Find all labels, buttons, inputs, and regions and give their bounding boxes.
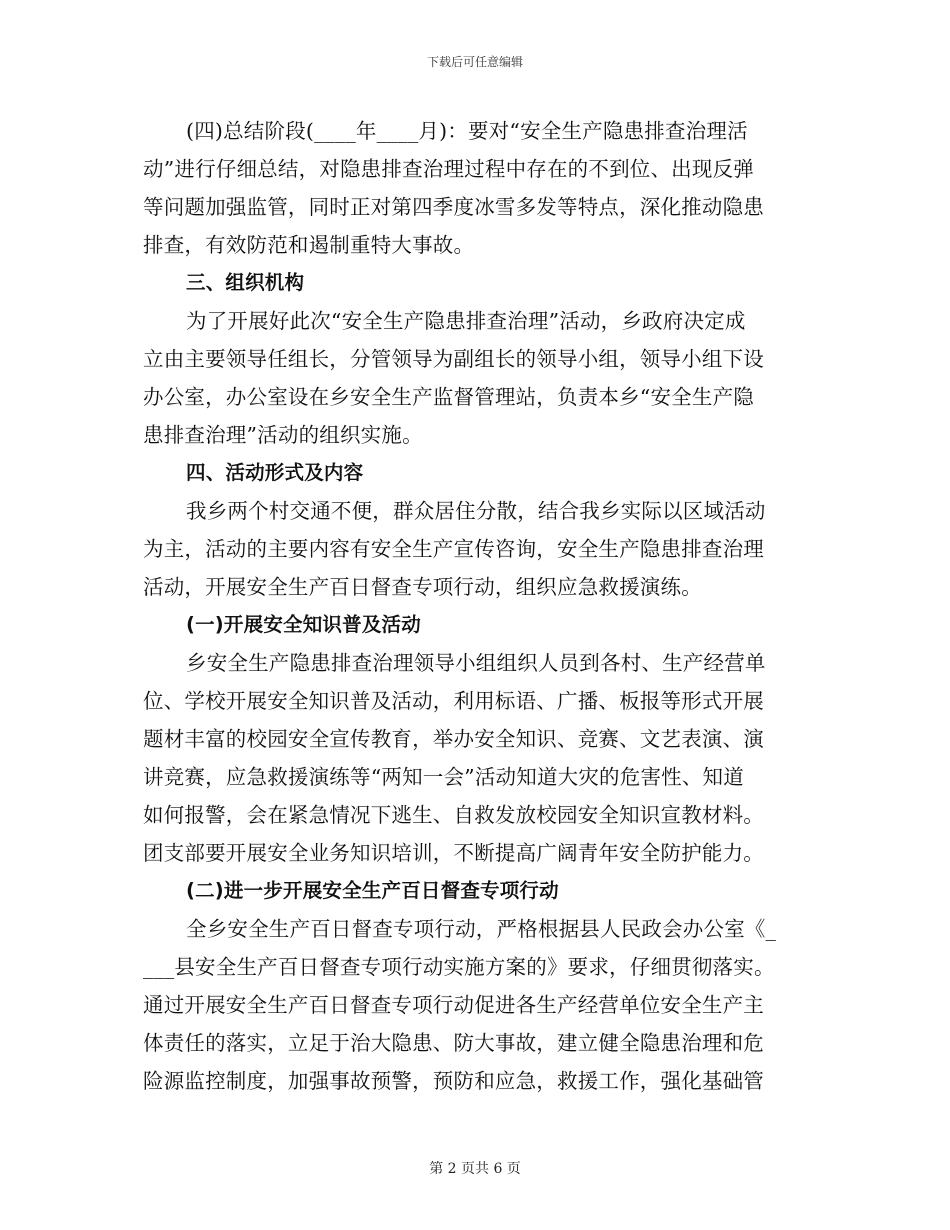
paragraph-line: 讲竞赛，应急救援演练等“两知一会”活动知道大灾的危害性、知道 (143, 765, 744, 789)
paragraph-line: ___县安全生产百日督查专项行动实施方案的》要求，仔细贯彻落实。 (143, 955, 775, 979)
paragraph-line: 险源监控制度，加强事故预警，预防和应急，救援工作，强化基础管 (143, 1069, 764, 1093)
paragraph-line: 患排查治理”活动的组织实施。 (143, 423, 423, 447)
page-footer: 第 2 页共 6 页 (429, 1161, 521, 1177)
page-header: 下载后可任意编辑 (426, 55, 523, 69)
paragraph-line: 题材丰富的校园安全宣传教育，举办安全知识、竞赛、文艺表演、演 (143, 727, 764, 751)
paragraph-line: 我乡两个村交通不便，群众居住分散，结合我乡实际以区域活动 (186, 499, 766, 523)
paragraph-line: 排查，有效防范和遏制重特大事故。 (143, 233, 475, 257)
paragraph-line: 为了开展好此次“安全生产隐患排查治理”活动，乡政府决定成 (186, 309, 746, 333)
paragraph-line: 乡安全生产隐患排查治理领导小组组织人员到各村、生产经营单 (186, 651, 766, 675)
section-heading: (二)进一步开展安全生产百日督查专项行动 (186, 879, 559, 902)
paragraph-line: 位、学校开展安全知识普及活动，利用标语、广播、板报等形式开展 (143, 689, 764, 713)
section-heading: 三、组织机构 (186, 271, 305, 294)
section-heading: (一)开展安全知识普及活动 (186, 613, 421, 636)
paragraph-line: 体责任的落实，立足于治大隐患、防大事故，建立健全隐患治理和危 (143, 1031, 764, 1055)
paragraph-line: 动”进行仔细总结，对隐患排查治理过程中存在的不到位、出现反弹 (143, 157, 754, 181)
paragraph-line: 如何报警，会在紧急情况下逃生、自救发放校园安全知识宣教材料。 (143, 803, 764, 827)
paragraph-line: 全乡安全生产百日督查专项行动，严格根据县人民政会办公室《_ (186, 917, 777, 941)
paragraph-line: 团支部要开展安全业务知识培训，不断提高广阔青年安全防护能力。 (143, 841, 764, 865)
paragraph-line: 通过开展安全生产百日督查专项行动促进各生产经营单位安全生产主 (143, 993, 764, 1017)
document-body (143, 112, 807, 1100)
paragraph-line: 活动，开展安全生产百日督查专项行动，组织应急救援演练。 (143, 575, 702, 599)
paragraph-line: 等问题加强监管，同时正对第四季度冰雪多发等特点，深化推动隐患 (143, 195, 764, 219)
paragraph-line: (四)总结阶段(____年____月)：要对“安全生产隐患排查治理活 (186, 119, 748, 143)
paragraph-line: 办公室，办公室设在乡安全生产监督管理站，负责本乡“安全生产隐 (143, 385, 754, 409)
section-heading: 四、活动形式及内容 (186, 461, 364, 484)
paragraph-line: 为主，活动的主要内容有安全生产宣传咨询，安全生产隐患排查治理 (143, 537, 764, 561)
paragraph-line: 立由主要领导任组长，分管领导为副组长的领导小组，领导小组下设 (143, 347, 764, 371)
